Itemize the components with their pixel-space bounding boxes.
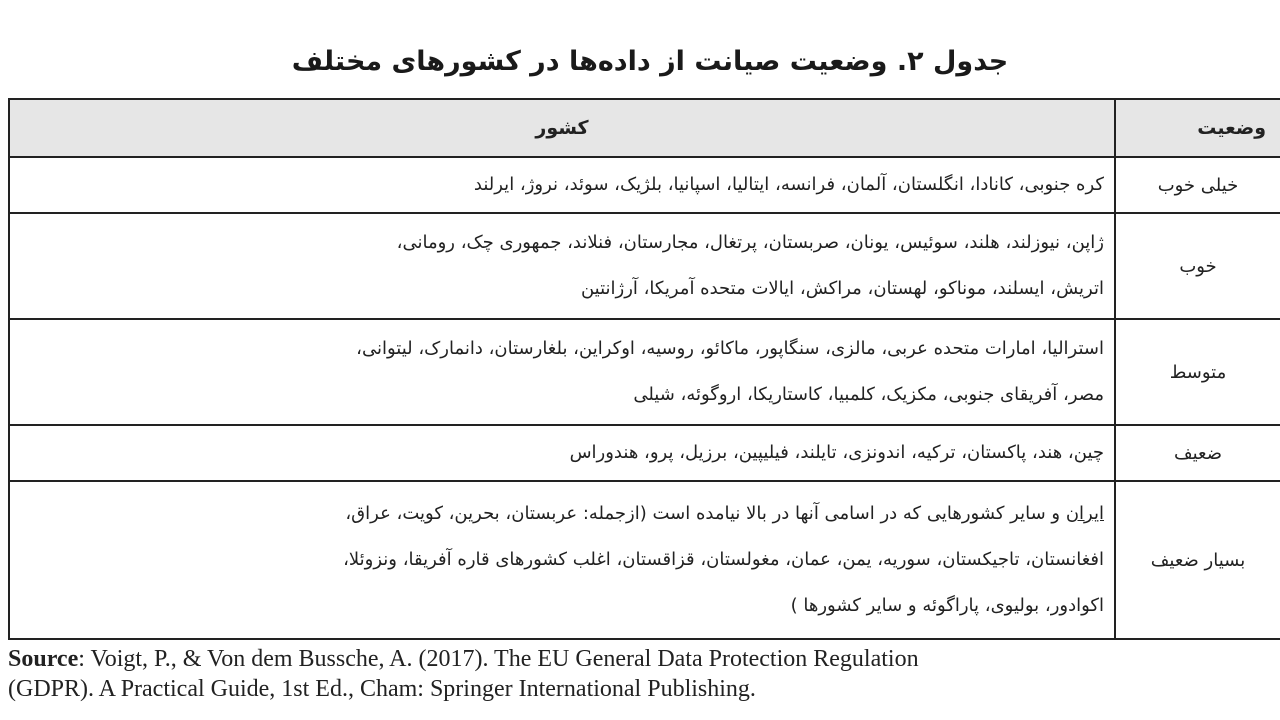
- source-line-2: (GDPR). A Practical Guide, 1st Ed., Cham: Springer International Publishing.: [8, 676, 756, 702]
- data-protection-table: [8, 98, 1280, 640]
- iran-underlined: ایران: [1065, 503, 1104, 524]
- status-cell: ضعیف: [1115, 425, 1280, 481]
- table-title: جدول ۲. وضعیت صیانت از داده‌ها در کشورهای مختلف: [291, 46, 1009, 77]
- countries-line: اتریش، ایسلند، موناکو، لهستان، مراکش، ایالات متحده آمریکا، آرژانتین: [580, 278, 1104, 299]
- table-row: [9, 157, 1280, 213]
- header-country: کشور: [9, 99, 1115, 157]
- status-cell: خیلی خوب: [1115, 157, 1280, 213]
- table-row: [9, 425, 1280, 481]
- table-header-row: [9, 99, 1280, 157]
- countries-line: اکوادور، بولیوی، پاراگوئه و سایر کشورها ): [790, 595, 1104, 616]
- countries-line: استرالیا، امارات متحده عربی، مالزی، سنگاپور، ماکائو، روسیه، اوکراین، بلغارستان، دانمارک، لیتوانی،: [356, 338, 1104, 359]
- status-cell: متوسط: [1115, 319, 1280, 425]
- countries-cell: [9, 425, 1115, 481]
- countries-cell: [9, 157, 1115, 213]
- source-citation: [8, 644, 1280, 704]
- countries-line: کره جنوبی، کانادا، انگلستان، آلمان، فرانسه، ایتالیا، اسپانیا، بلژیک، سوئد، نروژ، ایرلند: [473, 174, 1104, 195]
- table-row: [9, 481, 1280, 639]
- table-row: [9, 319, 1280, 425]
- countries-line: [20, 491, 1104, 537]
- status-cell: بسیار ضعیف: [1115, 481, 1280, 639]
- countries-line: مصر، آفریقای جنوبی، مکزیک، کلمبیا، کاستاریکا، اروگوئه، شیلی: [633, 384, 1104, 405]
- countries-line: چین، هند، پاکستان، ترکیه، اندونزی، تایلند، فیلیپین، برزیل، پرو، هندوراس: [569, 442, 1104, 463]
- source-line-1: [8, 644, 1280, 674]
- header-status: وضعیت: [1115, 99, 1280, 157]
- countries-cell: [9, 213, 1115, 319]
- countries-line-rest: و سایر کشورهایی که در اسامی آنها در بالا نیامده است (ازجمله: عربستان، بحرین، کویت، عراق،: [345, 503, 1066, 524]
- countries-line: ژاپن، نیوزلند، هلند، سوئیس، یونان، صربستان، پرتغال، مجارستان، فنلاند، جمهوری چک، رومانی،: [396, 232, 1104, 253]
- status-cell: خوب: [1115, 213, 1280, 319]
- countries-line: افغانستان، تاجیکستان، سوریه، یمن، عمان، مغولستان، قزاقستان، اغلب کشورهای قاره آفریقا، ونزوئلا،: [343, 549, 1104, 570]
- source-label: Source: [8, 646, 79, 672]
- countries-cell: [9, 319, 1115, 425]
- countries-cell: [9, 481, 1115, 639]
- table-row: [9, 213, 1280, 319]
- source-text-1: : Voigt, P., & Von dem Bussche, A. (2017). The EU General Data Protection Regulation: [78, 646, 919, 672]
